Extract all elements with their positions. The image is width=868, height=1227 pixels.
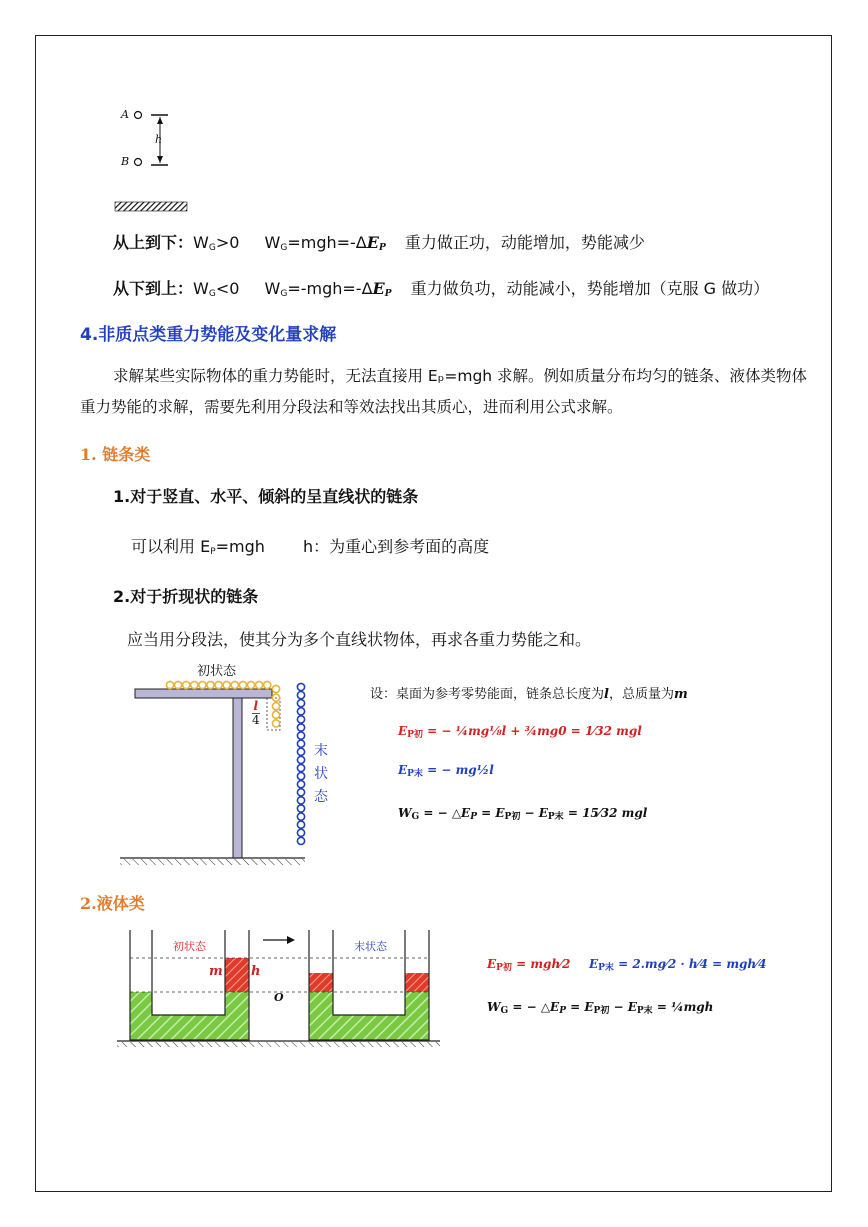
chain-link-initial [272, 711, 279, 718]
red-liquid-segment [225, 958, 249, 992]
chain-link-initial [191, 681, 198, 688]
initial-chain [166, 681, 279, 727]
chain-link-initial [199, 681, 206, 688]
chain-link-initial [272, 685, 279, 692]
chain-formula-wg: $W_G$ = − $\triangle E_P = E_{P初} - E_{P末}$ = 15⁄32 mgl [398, 806, 648, 822]
chain-link-final [297, 732, 304, 739]
chain-link-initial [272, 694, 279, 701]
chain-link-initial [231, 681, 238, 688]
line-top-to-bottom: 从上到下：$W_G>0$ $W_G=mgh=-\Delta E_P$ 重力做正功，动能增加，势能减少 [113, 233, 645, 253]
section-4-title: 4.非质点类重力势能及变化量求解 [80, 325, 337, 345]
chain-link-initial [239, 681, 246, 688]
arrow-icon [287, 936, 295, 944]
chain-link-final [297, 740, 304, 747]
liquid-heading: 2.液体类 [80, 894, 145, 913]
chain-link-initial [183, 681, 190, 688]
chain-link-final [297, 692, 304, 699]
chain-link-final [297, 724, 304, 731]
liquid-diagram [115, 925, 445, 1050]
final-chain [297, 683, 304, 844]
chain-link-initial [272, 720, 279, 727]
liquid-label-h: h [251, 964, 261, 979]
chain-link-initial [166, 681, 173, 688]
chain-sub1-text: 可以利用 $E_P=mgh$ h：为重心到参考面的高度 [131, 537, 490, 557]
line-bottom-to-top: 从下到上：$W_G<0$ $W_G=-mgh=-\Delta E_P$ 重力做负功，动能减小，势能增加（克服 G 做功） [113, 279, 770, 299]
liquid-initial-label: 初状态 [173, 940, 206, 953]
liquid-label-o: O [274, 991, 284, 1004]
chain-link-final [297, 781, 304, 788]
table-top [135, 689, 272, 698]
chain-link-final [297, 829, 304, 836]
liquid-final-label: 末状态 [354, 940, 387, 953]
chain-link-final [297, 789, 304, 796]
chain-link-initial [223, 681, 230, 688]
chain-link-final [297, 773, 304, 780]
chain-link-final [297, 797, 304, 804]
chain-link-initial [264, 681, 271, 688]
chain-link-initial [215, 681, 222, 688]
chain-link-final [297, 748, 304, 755]
chain-final-label: 末 状 态 [314, 743, 328, 805]
chain-link-final [297, 708, 304, 715]
chain-diagram [115, 655, 345, 870]
chain-formula-ep-final: $E_{P末}$ = − mg½l [398, 763, 494, 779]
chain-sub2-heading: 2.对于折现状的链条 [113, 587, 259, 606]
chain-link-final [297, 700, 304, 707]
chain-link-initial [175, 681, 182, 688]
chain-link-final [297, 716, 304, 723]
liquid-formula-ep-final: $E_{P末}$ = 2.mg⁄2 · h⁄4 = mgh⁄4 [589, 957, 767, 973]
ground-hatch [120, 859, 305, 865]
liquid-formula-wg: $W_G$ = − $\triangle E_P = E_{P初} - E_{P末}$ = ¼mgh [487, 1000, 714, 1016]
chain-link-final [297, 805, 304, 812]
chain-link-final [297, 756, 304, 763]
chain-formula-ep-initial: $E_{P初}$ = − ¼mg⅛l + ¾mg0 = 1⁄32 mgl [398, 724, 642, 740]
chain-sub1-heading: 1.对于竖直、水平、倾斜的呈直线状的链条 [113, 487, 419, 506]
chain-initial-label: 初状态 [197, 664, 237, 679]
label-a: A [121, 108, 129, 121]
chain-link-final [297, 764, 304, 771]
chain-fraction-l-4: l 4 [252, 699, 260, 727]
liquid-formula-ep-initial: $E_{P初}$ = mgh⁄2 [487, 957, 571, 973]
chain-assumption: 设：桌面为参考零势能面，链条总长度为l，总质量为m [370, 687, 688, 702]
chain-heading: 1. 链条类 [80, 445, 151, 464]
chain-link-initial [207, 681, 214, 688]
chain-sub2-text: 应当用分段法，使其分为多个直线状物体，再求各重力势能之和。 [127, 630, 592, 649]
chain-link-initial [247, 681, 254, 688]
chain-link-final [297, 837, 304, 844]
label-h: h [155, 133, 163, 146]
chain-link-initial [272, 703, 279, 710]
chain-link-final [297, 683, 304, 690]
section-4-paragraph: 求解某些实际物体的重力势能时，无法直接用 Eₚ=mgh 求解。例如质量分布均匀的链条、液体类物体重力势能的求解，需要先利用分段法和等效法找出其质心，进而利用公式求解。 [80, 367, 808, 416]
table-leg [233, 698, 242, 858]
label-b: B [121, 155, 130, 168]
liquid-label-m: m [209, 964, 223, 979]
chain-link-final [297, 813, 304, 820]
chain-link-initial [256, 681, 263, 688]
chain-link-final [297, 821, 304, 828]
